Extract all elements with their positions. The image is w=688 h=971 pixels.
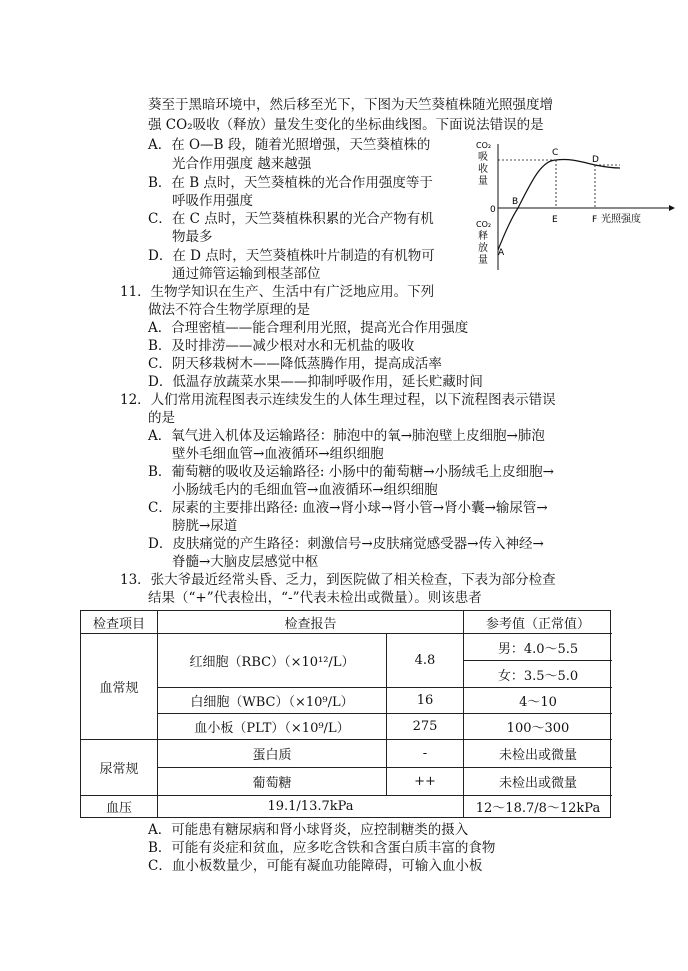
q10-option-d-1: D．在 D 点时，天竺葵植株叶片制造的有机物可	[148, 248, 435, 264]
table-glucose-value: ++	[387, 768, 464, 796]
q11-option-b: B．及时排涝——减少根对水和无机盐的吸收	[148, 338, 415, 354]
q11-option-c: C．阴天移栽树木——降低蒸腾作用，提高成活率	[148, 356, 442, 372]
exam-result-table	[80, 610, 611, 818]
table-group-bp: 血压	[81, 796, 158, 817]
table-rbc-ref-female: 女：3.5～5.0	[464, 661, 612, 688]
point-b-label: B	[512, 197, 519, 207]
q10-option-c-2: 物最多	[172, 229, 213, 245]
table-rbc-ref-male: 男：4.0～5.5	[464, 634, 612, 661]
x-axis-label: 光照强度	[601, 214, 641, 225]
table-protein-ref: 未检出或微量	[464, 740, 612, 768]
table-header-report: 检查报告	[158, 611, 464, 634]
q12-stem-1: 12．人们常用流程图表示连续发生的人体生理过程，以下流程图表示错误	[120, 392, 556, 408]
intro-line-1: 葵至于黑暗环境中，然后移至光下，下图为天竺葵植株随光照强度增	[148, 97, 553, 113]
q12-option-c-2: 膀胱→尿道	[172, 518, 238, 534]
y-label-bottom-4: 量	[478, 255, 488, 266]
q11-option-d: D．低温存放蔬菜水果——抑制呼吸作用，延长贮藏时间	[148, 374, 483, 390]
q13-stem-2: 结果（“+”代表检出，“-”代表未检出或微量）。则该患者	[148, 590, 482, 606]
q13-stem-1: 13．张大爷最近经常头昏、乏力，到医院做了相关检查，下表为部分检查	[120, 572, 556, 588]
table-header-reference: 参考值（正常值）	[464, 611, 612, 634]
q11-option-a: A．合理密植——能合理利用光照，提高光合作用强度	[148, 320, 469, 336]
q10-option-a-1: A．在 O—B 段，随着光照增强，天竺葵植株的	[148, 137, 431, 153]
table-protein-name: 蛋白质	[158, 740, 387, 768]
point-f-label: F	[592, 215, 598, 225]
table-group-blood: 血常规	[81, 634, 158, 740]
table-wbc-value: 16	[387, 688, 464, 714]
y-label-bottom-2: 释	[478, 231, 488, 242]
table-glucose-ref: 未检出或微量	[464, 768, 612, 796]
table-bp-value: 19.1/13.7kPa	[158, 796, 464, 817]
table-protein-value: -	[387, 740, 464, 768]
point-a-label: A	[498, 248, 505, 258]
point-e-label: E	[552, 215, 558, 225]
y-label-bottom-3: 放	[478, 243, 488, 254]
q11-stem-1: 11．生物学知识在生产、生活中有广泛地应用。下列	[120, 284, 435, 300]
q13-option-c: C．血小板数量少，可能有凝血功能障碍，可输入血小板	[148, 858, 483, 874]
table-glucose-name: 葡萄糖	[158, 768, 387, 796]
y-label-top-2: 吸	[478, 152, 488, 163]
intro-line-2: 强 CO₂吸收（释放）量发生变化的坐标曲线图。下面说法错误的是	[148, 117, 544, 133]
table-rbc-value: 4.8	[387, 634, 464, 688]
table-bp-ref: 12～18.7/8～12kPa	[475, 801, 601, 816]
q12-option-a-1: A．氧气进入机体及运输路径：肺泡中的氧→肺泡壁上皮细胞→肺泡	[148, 428, 545, 444]
q12-option-d-2: 脊髓→大脑皮层感觉中枢	[172, 554, 319, 570]
table-plt-name: 血小板（PLT）（×10⁹/L）	[158, 714, 387, 740]
point-c-label: C	[552, 148, 559, 158]
q10-option-c-1: C．在 C 点时，天竺葵植株积累的光合产物有机	[148, 211, 434, 227]
q10-option-b-1: B．在 B 点时，天竺葵植株的光合作用强度等于	[148, 175, 433, 191]
q12-option-c-1: C．尿素的主要排出路径: 血液→肾小球→肾小管→肾小囊→输尿管→	[148, 500, 548, 516]
co2-light-curve-graph	[470, 140, 680, 275]
y-label-bottom-1: CO₂	[476, 220, 492, 229]
origin-label: 0	[490, 205, 496, 215]
table-group-urine: 尿常规	[81, 740, 158, 796]
y-label-top-1: CO₂	[476, 141, 492, 150]
q13-option-b: B．可能有炎症和贫血，应多吃含铁和含蛋白质丰富的食物	[148, 840, 496, 856]
q12-option-d-1: D．皮肤痛觉的产生路径：刺激信号→皮肤痛觉感受器→传入神经→	[148, 536, 544, 552]
table-plt-ref: 100～300	[464, 714, 612, 740]
table-wbc-name: 白细胞（WBC）（×10⁹/L）	[158, 688, 387, 714]
point-d-label: D	[592, 155, 599, 165]
table-wbc-ref: 4～10	[464, 688, 612, 714]
q10-option-a-2: 光合作用强度 越来越强	[172, 156, 312, 172]
q10-option-d-2: 通过筛管运输到根茎部位	[172, 266, 321, 282]
y-label-top-4: 量	[478, 176, 488, 187]
table-rbc-name: 红细胞（RBC）（×10¹²/L）	[158, 634, 387, 688]
q12-option-a-2: 壁外毛细血管→血液循环→组织细胞	[172, 446, 384, 462]
y-label-top-3: 收	[478, 164, 488, 175]
table-plt-value: 275	[387, 714, 464, 740]
q12-option-b-1: B．葡萄糖的吸收及运输路径: 小肠中的葡萄糖→小肠绒毛上皮细胞→	[148, 464, 554, 480]
q13-option-a: A．可能患有糖尿病和肾小球肾炎，应控制糖类的摄入	[148, 822, 469, 838]
q12-stem-2: 的是	[148, 410, 175, 426]
table-header-item: 检查项目	[81, 611, 158, 634]
q10-option-b-2: 呼吸作用强度	[172, 193, 253, 209]
q12-option-b-2: 小肠绒毛内的毛细血管→血液循环→组织细胞	[172, 482, 438, 498]
q11-stem-2: 做法不符合生物学原理的是	[148, 302, 310, 318]
